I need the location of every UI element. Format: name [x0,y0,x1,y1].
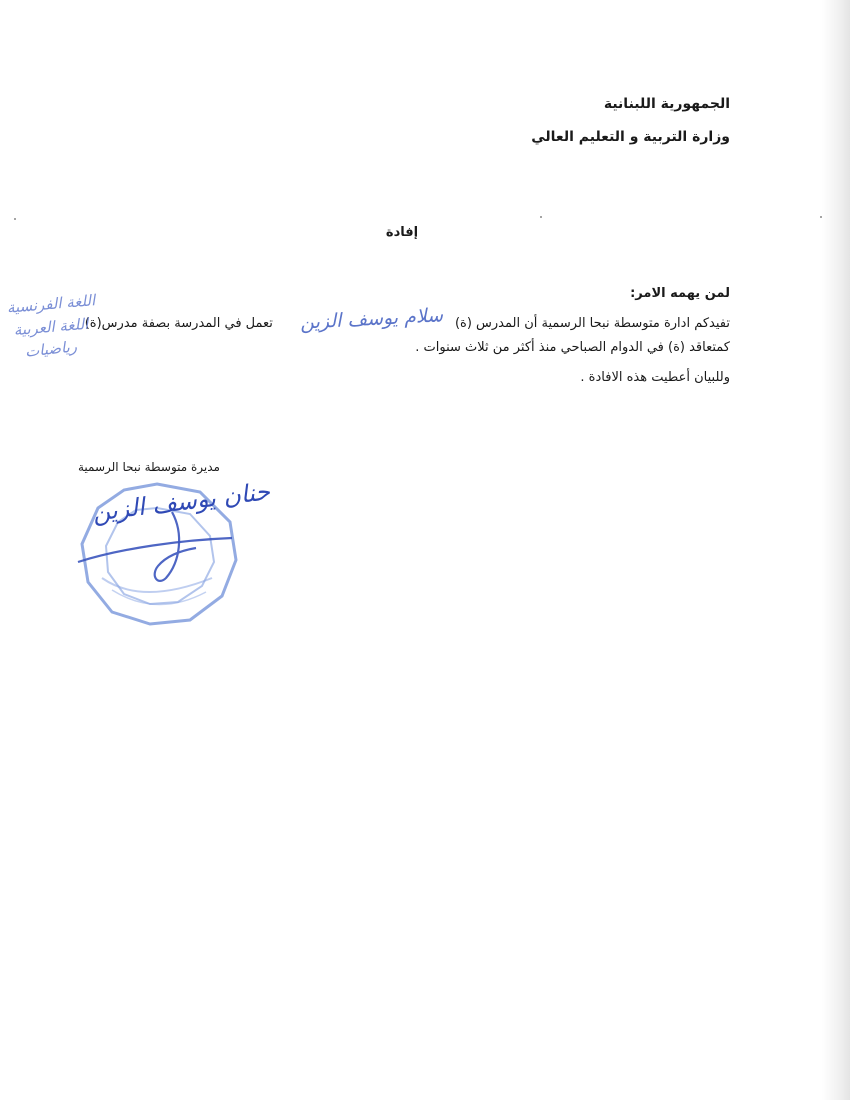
body-line-1-end: تعمل في المدرسة بصفة مدرس(ة) [84,316,273,331]
body-line-1-start: تفيدكم ادارة متوسطة نبحا الرسمية أن المدرس (ة) [454,316,730,331]
scan-edge-shadow [822,0,850,1100]
signature-caption: مديرة متوسطة نبحا الرسمية [77,460,220,474]
body-line-2: كمتعاقد (ة) في الدوام الصباحي منذ أكثر من ثلاث سنوات . [415,340,730,355]
scan-speck [820,216,822,218]
header-ministry: وزارة التربية و التعليم العالي [531,129,730,145]
scan-speck [540,216,542,218]
handwritten-teacher-name: سلام يوسف الزين [299,304,444,334]
handwritten-signer-name: حنان يوسف الزين [90,477,272,527]
handwritten-subject-2: اللغة العربية [12,314,90,340]
body-line-3: وللبيان أعطيت هذه الافادة . [580,370,730,385]
handwritten-subject-3: رياضيات [24,337,78,361]
header-republic: الجمهورية اللبنانية [603,96,730,112]
document-title: إفادة [385,225,419,240]
handwritten-subject-1: اللغة الفرنسية [6,291,96,317]
salutation: لمن يهمه الامر: [630,286,730,301]
scan-speck [14,218,16,220]
